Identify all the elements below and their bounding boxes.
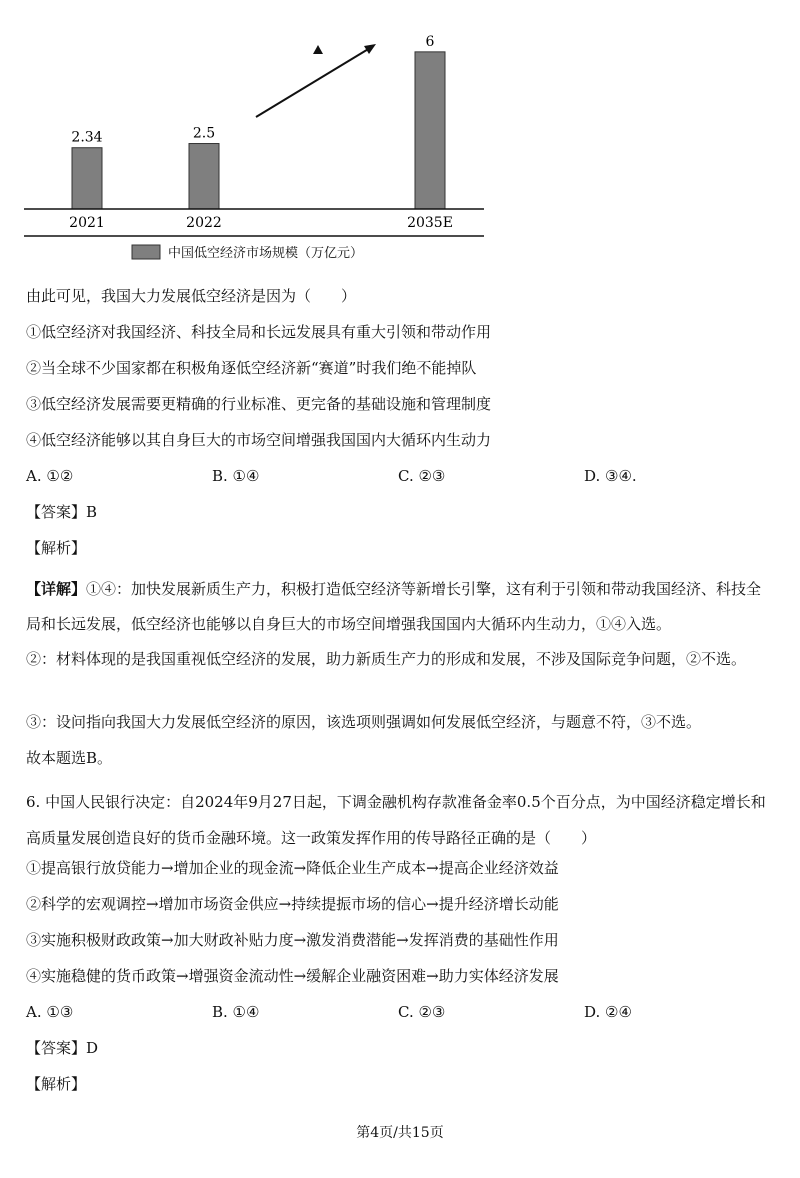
q5-option-d: D. ③④. (584, 467, 637, 485)
value-label-2035E: 6 (425, 33, 435, 50)
q5-item-1: ①低空经济对我国经济、科技全局和长远发展具有重大引领和带动作用 (26, 323, 492, 341)
q5-conclusion: 故本题选B。 (26, 749, 113, 767)
legend-swatch (132, 245, 160, 259)
q6-answer: 【答案】D (26, 1039, 99, 1057)
q5-item-4: ④低空经济能够以其自身巨大的市场空间增强我国国内大循环内生动力 (26, 431, 492, 449)
tick-label-2022: 2022 (186, 215, 222, 231)
q5-detail-1 (26, 572, 774, 642)
q5-answer: 【答案】B (26, 503, 98, 521)
q5-option-c: C. ②③ (398, 467, 446, 485)
value-label-2022: 2.5 (192, 125, 216, 142)
q6-item-4: ④实施稳健的货币政策→增强资金流动性→缓解企业融资困难→助力实体经济发展 (26, 967, 559, 985)
q6-option-d: D. ②④ (584, 1003, 632, 1021)
q5-detail-label: 【详解】 (26, 580, 87, 598)
q6-stem: 6. 中国人民银行决定：自2024年9月27日起，下调金融机构存款准备金率0.5个百分点，为中国经济稳定增长和高质量发展创造良好的货币金融环境。这一政策发挥作用的传导路径正确的是（ ） (26, 793, 766, 847)
value-label-2021: 2.34 (71, 129, 103, 146)
bar-2022 (189, 144, 219, 209)
market-size-chart (0, 0, 520, 280)
trend-triangle-mark (313, 45, 323, 54)
q6-analysis-label: 【解析】 (26, 1075, 87, 1093)
q5-detail-3: ③：设问指向我国大力发展低空经济的原因，该选项则强调如何发展低空经济，与题意不符，③不选。 (26, 713, 702, 731)
q6-item-1: ①提高银行放贷能力→增加企业的现金流→降低企业生产成本→提高企业经济效益 (26, 859, 559, 877)
q5-option-a: A. ①② (26, 467, 74, 485)
q5-item-2: ②当全球不少国家都在积极角逐低空经济新“赛道”时我们绝不能掉队 (26, 359, 477, 377)
bar-2035E (415, 52, 445, 209)
q5-stem: 由此可见，我国大力发展低空经济是因为（ ） (26, 287, 357, 305)
q5-detail-2: ②：材料体现的是我国重视低空经济的发展，助力新质生产力的形成和发展，不涉及国际竞争问题，②不选。 (26, 650, 747, 668)
bar-2021 (72, 148, 102, 209)
q6-item-2: ②科学的宏观调控→增加市场资金供应→持续提振市场的信心→提升经济增长动能 (26, 895, 559, 913)
q5-detail-1-text: ①④：加快发展新质生产力，积极打造低空经济等新增长引擎，这有利于引领和带动我国经济、科技全局和长远发展，低空经济也能够以自身巨大的市场空间增强我国国内大循环内生动力，①④入选。 (26, 580, 762, 633)
q5-analysis-label: 【解析】 (26, 539, 87, 557)
q5-item-3: ③低空经济发展需要更精确的行业标准、更完备的基础设施和管理制度 (26, 395, 492, 413)
q6-option-c: C. ②③ (398, 1003, 446, 1021)
q6-option-a: A. ①③ (26, 1003, 74, 1021)
tick-label-2035E: 2035E (407, 215, 453, 231)
page-footer: 第4页/共15页 (356, 1125, 444, 1141)
q6-option-b: B. ①④ (212, 1003, 260, 1021)
trend-arrow-shaft (256, 48, 370, 117)
tick-label-2021: 2021 (69, 215, 105, 231)
trend-arrow-head (364, 44, 376, 54)
q5-option-b: B. ①④ (212, 467, 260, 485)
legend-label: 中国低空经济市场规模（万亿元） (168, 246, 364, 261)
q6-item-3: ③实施积极财政政策→加大财政补贴力度→激发消费潜能→发挥消费的基础性作用 (26, 931, 559, 949)
